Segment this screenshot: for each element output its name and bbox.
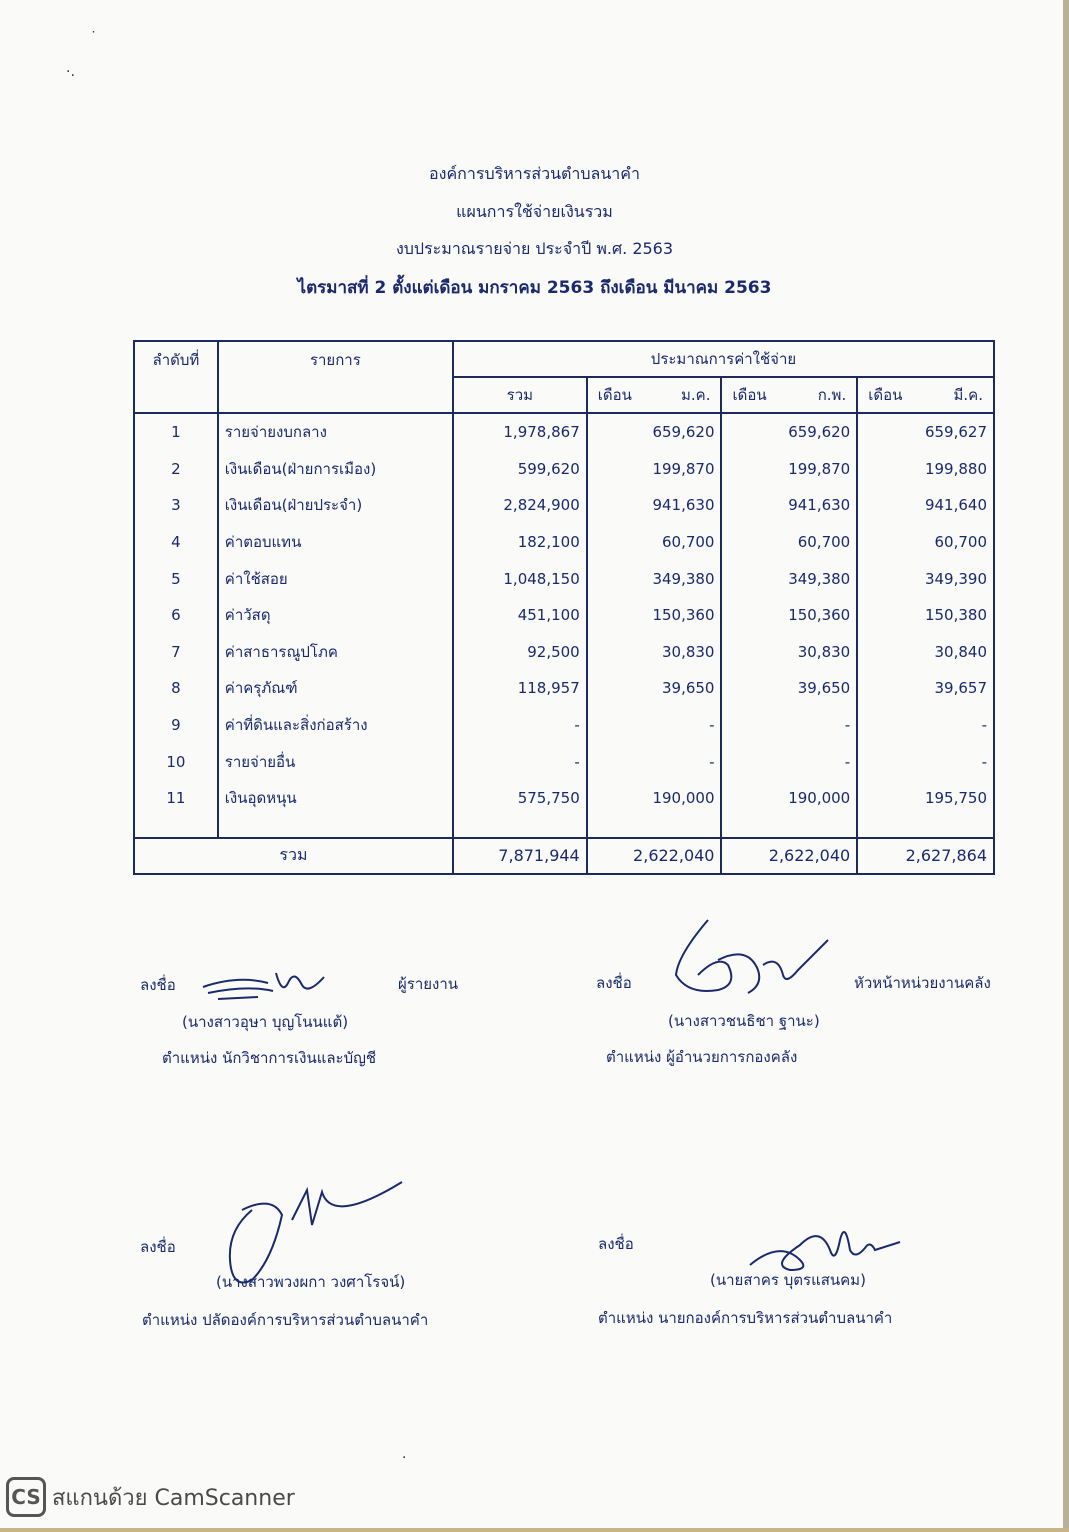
table-row	[134, 487, 994, 524]
row-feb: 39,650	[721, 670, 857, 707]
table-row	[134, 524, 994, 561]
signer-1-position: ตำแหน่ง นักวิชาการเงินและบัญชี	[162, 1049, 377, 1067]
table-spacer-row	[134, 817, 994, 838]
scan-speck: ˙	[90, 30, 97, 46]
sign-label-4: ลงชื่อ	[598, 1235, 634, 1253]
sign-label-3: ลงชื่อ	[140, 1238, 176, 1256]
row-total: 118,957	[453, 670, 587, 707]
table-row	[134, 670, 994, 707]
row-total: 1,048,150	[453, 560, 587, 597]
row-total: 1,978,867	[453, 413, 587, 451]
row-feb: 199,870	[721, 451, 857, 488]
row-jan: 39,650	[587, 670, 722, 707]
row-total: 575,750	[453, 780, 587, 817]
row-item: เงินเดือน(ฝ่ายการเมือง)	[218, 451, 453, 488]
row-item: ค่าสาธารณูปโภค	[218, 634, 453, 671]
row-total: 599,620	[453, 451, 587, 488]
row-mar: 195,750	[857, 780, 994, 817]
total-sum: 7,871,944	[453, 838, 587, 874]
quarter-title: ไตรมาสที่ 2 ตั้งแต่เดือน มกราคม 2563 ถึงเดือน มีนาคม 2563	[297, 278, 772, 298]
row-mar: 941,640	[857, 487, 994, 524]
scan-speck: ·	[402, 1450, 407, 1466]
row-no: 5	[134, 560, 218, 597]
row-jan: 659,620	[587, 413, 722, 451]
row-item: ค่าตอบแทน	[218, 524, 453, 561]
signer-1-role: ผู้รายงาน	[398, 975, 459, 993]
row-no: 7	[134, 634, 218, 671]
row-total: -	[453, 707, 587, 744]
row-feb: 30,830	[721, 634, 857, 671]
row-item: เงินเดือน(ฝ่ายประจำ)	[218, 487, 453, 524]
row-no: 9	[134, 707, 218, 744]
row-feb: 659,620	[721, 413, 857, 451]
header-no: ลำดับที่	[134, 341, 218, 413]
row-total: -	[453, 743, 587, 780]
row-item: รายจ่ายอื่น	[218, 743, 453, 780]
row-no: 10	[134, 743, 218, 780]
row-jan: 150,360	[587, 597, 722, 634]
row-jan: 190,000	[587, 780, 722, 817]
camscanner-watermark	[6, 1477, 295, 1517]
signer-2-role: หัวหน้าหน่วยงานคลัง	[854, 974, 991, 992]
row-total: 182,100	[453, 524, 587, 561]
table-row	[134, 413, 994, 451]
table-row	[134, 560, 994, 597]
signature-1	[198, 955, 328, 1005]
page-edge-shadow	[1063, 0, 1069, 1532]
row-mar: 30,840	[857, 634, 994, 671]
total-jan: 2,622,040	[587, 838, 722, 874]
row-no: 6	[134, 597, 218, 634]
row-item: เงินอุดหนุน	[218, 780, 453, 817]
total-feb: 2,622,040	[721, 838, 857, 874]
page-bottom-edge	[0, 1528, 1069, 1532]
camscanner-text: สแกนด้วย CamScanner	[52, 1485, 295, 1511]
row-mar: 150,380	[857, 597, 994, 634]
signer-2-name: (นางสาวชนธิชา ฐานะ)	[668, 1012, 820, 1030]
row-item: ค่าที่ดินและสิ่งก่อสร้าง	[218, 707, 453, 744]
row-feb: 150,360	[721, 597, 857, 634]
row-mar: -	[857, 707, 994, 744]
table-row	[134, 743, 994, 780]
plan-title: แผนการใช้จ่ายเงินรวม	[456, 202, 613, 221]
total-mar: 2,627,864	[857, 838, 994, 874]
sign-label-2: ลงชื่อ	[596, 974, 632, 992]
budget-title: งบประมาณรายจ่าย ประจำปี พ.ศ. 2563	[395, 239, 674, 258]
total-row	[134, 838, 994, 874]
header-item: รายการ	[218, 341, 453, 413]
row-mar: 349,390	[857, 560, 994, 597]
row-total: 92,500	[453, 634, 587, 671]
table-row	[134, 597, 994, 634]
row-no: 3	[134, 487, 218, 524]
row-feb: 349,380	[721, 560, 857, 597]
row-no: 11	[134, 780, 218, 817]
row-jan: -	[587, 707, 722, 744]
table-row	[134, 451, 994, 488]
signer-2-position: ตำแหน่ง ผู้อำนวยการกองคลัง	[606, 1048, 798, 1066]
row-item: รายจ่ายงบกลาง	[218, 413, 453, 451]
table-row	[134, 634, 994, 671]
row-feb: 60,700	[721, 524, 857, 561]
row-jan: 199,870	[587, 451, 722, 488]
row-no: 8	[134, 670, 218, 707]
row-item: ค่าครุภัณฑ์	[218, 670, 453, 707]
row-jan: 941,630	[587, 487, 722, 524]
scan-speck: ·.	[66, 64, 75, 80]
total-label: รวม	[134, 838, 453, 874]
org-title: องค์การบริหารส่วนตำบลนาคำ	[429, 164, 640, 183]
row-jan: -	[587, 743, 722, 780]
signer-1-name: (นางสาวอุษา บุญโนนแต้)	[182, 1013, 349, 1031]
signer-4-name: (นายสาคร บุตรแสนคม)	[710, 1271, 866, 1289]
row-no: 4	[134, 524, 218, 561]
table-row	[134, 707, 994, 744]
row-mar: -	[857, 743, 994, 780]
signer-3-position: ตำแหน่ง ปลัดองค์การบริหารส่วนตำบลนาคำ	[142, 1311, 429, 1329]
header-month-jan: เดือน ม.ค.	[587, 377, 722, 413]
row-no: 2	[134, 451, 218, 488]
row-item: ค่าวัสดุ	[218, 597, 453, 634]
row-feb: -	[721, 707, 857, 744]
row-item: ค่าใช้สอย	[218, 560, 453, 597]
row-feb: -	[721, 743, 857, 780]
row-jan: 30,830	[587, 634, 722, 671]
row-mar: 39,657	[857, 670, 994, 707]
row-mar: 60,700	[857, 524, 994, 561]
signer-4-position: ตำแหน่ง นายกองค์การบริหารส่วนตำบลนาคำ	[598, 1309, 893, 1327]
row-feb: 941,630	[721, 487, 857, 524]
row-mar: 659,627	[857, 413, 994, 451]
row-mar: 199,880	[857, 451, 994, 488]
table-row	[134, 780, 994, 817]
row-jan: 349,380	[587, 560, 722, 597]
header-month-mar: เดือน มี.ค.	[857, 377, 994, 413]
camscanner-logo-icon: CS	[6, 1477, 46, 1517]
budget-table	[133, 340, 995, 875]
signer-3-name: (นางสาวพวงผกา วงศาโรจน์)	[216, 1273, 406, 1291]
row-feb: 190,000	[721, 780, 857, 817]
signature-2	[668, 915, 833, 1005]
header-estimate: ประมาณการค่าใช้จ่าย	[453, 341, 994, 377]
row-no: 1	[134, 413, 218, 451]
row-total: 451,100	[453, 597, 587, 634]
row-total: 2,824,900	[453, 487, 587, 524]
header-month-feb: เดือน ก.พ.	[721, 377, 857, 413]
sign-label-1: ลงชื่อ	[140, 976, 176, 994]
row-jan: 60,700	[587, 524, 722, 561]
header-total: รวม	[453, 377, 587, 413]
